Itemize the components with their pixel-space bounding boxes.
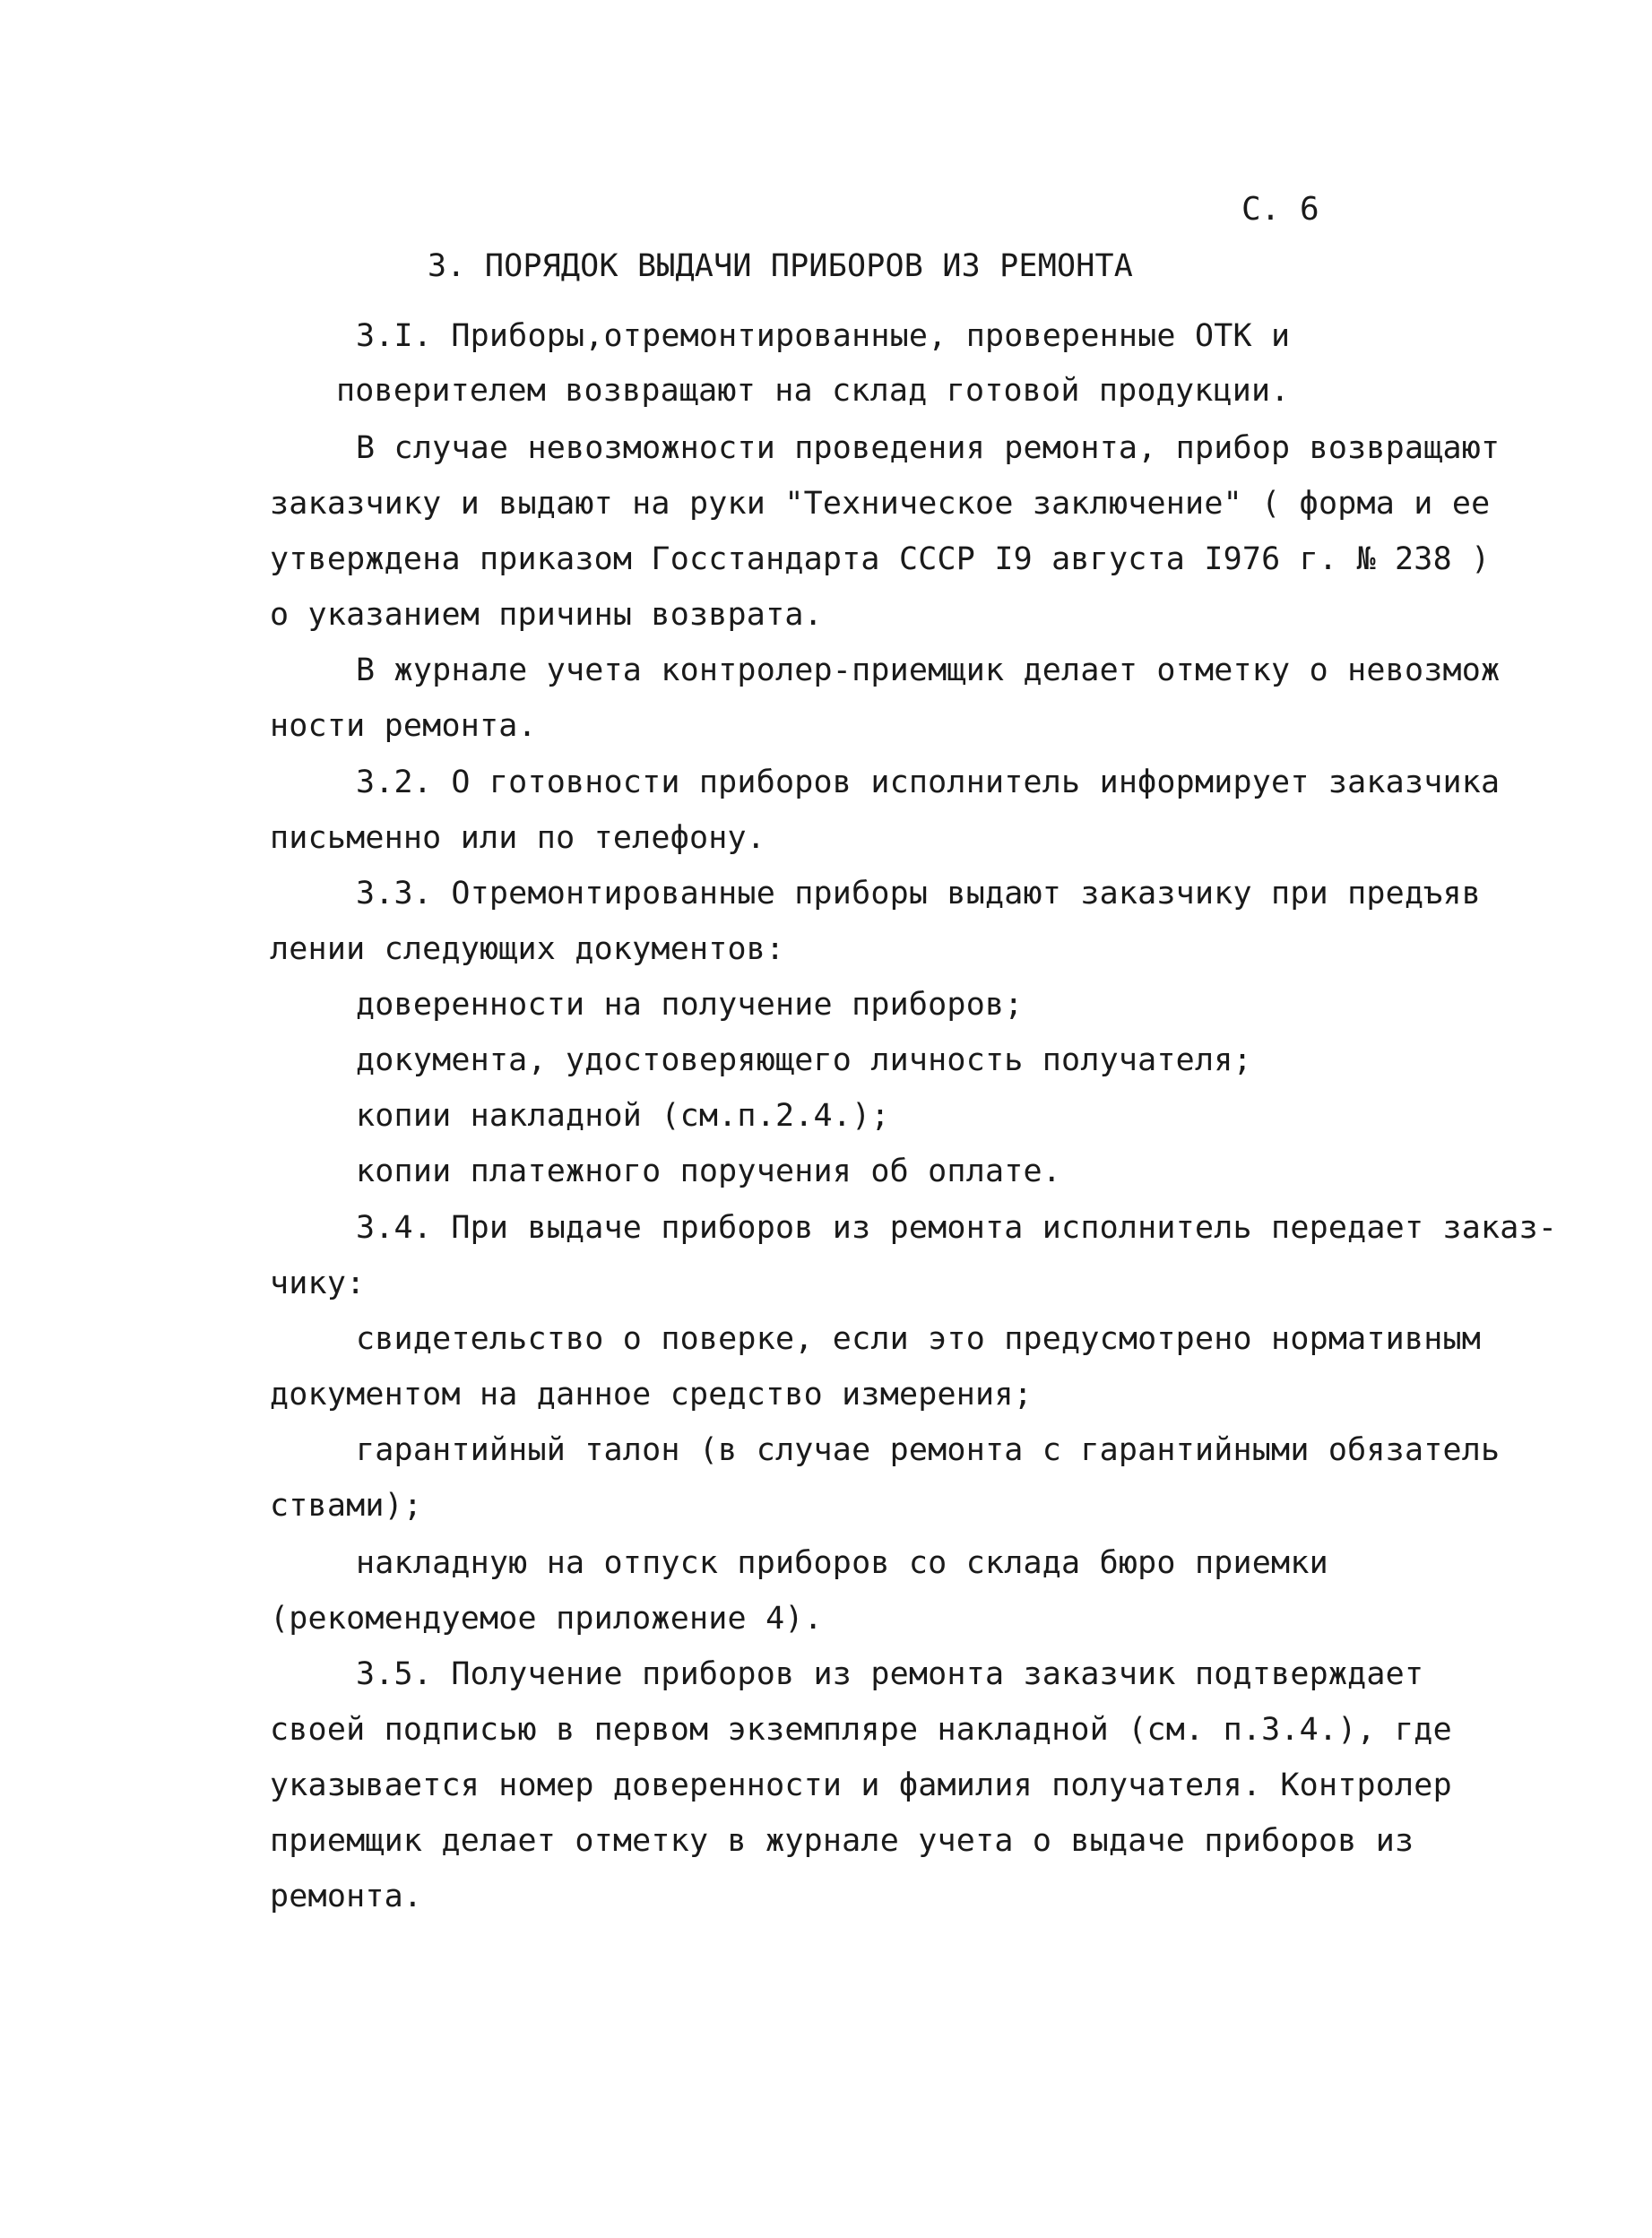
paragraph-line: приемщик делает отметку в журнале учета о выдаче приборов из [270,1823,1414,1859]
paragraph-line: свидетельство о поверке, если это предусмотрено нормативным [356,1321,1482,1357]
paragraph-line: своей подписью в первом экземпляре накладной (см. п.3.4.), где [270,1712,1452,1748]
paragraph-line: 3.2. О готовности приборов исполнитель информирует заказчика [356,765,1501,800]
paragraph-line: указывается номер доверенности и фамилия получателя. Контролер [270,1767,1452,1803]
paragraph-line: В случае невозможности проведения ремонта, прибор возвращают [356,430,1501,466]
paragraph-line: письменно или по телефону. [270,820,766,856]
page-number: С. 6 [1241,191,1319,228]
paragraph-line: доверенности на получение приборов; [356,987,1024,1023]
paragraph-line: поверителем возвращают на склад готовой продукции. [336,373,1290,409]
paragraph-line: В журнале учета контролер-приемщик делает отметку о невозмож [356,652,1501,688]
paragraph-line: чику: [270,1266,366,1301]
paragraph-line: 3.I. Приборы,отремонтированные, проверенные ОТК и [356,318,1291,354]
paragraph-line: ности ремонта. [270,708,537,744]
paragraph-line: 3.4. При выдаче приборов из ремонта исполнитель передает заказ- [356,1210,1558,1246]
paragraph-line: 3.3. Отремонтированные приборы выдают заказчику при предъяв [356,876,1482,912]
paragraph-line: лении следующих документов: [270,931,785,967]
paragraph-line: гарантийный талон (в случае ремонта с гарантийными обязатель [356,1432,1501,1468]
paragraph-line: накладную на отпуск приборов со склада бюро приемки [356,1545,1328,1581]
section-title: 3. ПОРЯДОК ВЫДАЧИ ПРИБОРОВ ИЗ РЕМОНТА [428,248,1134,284]
paragraph-line: заказчику и выдают на руки "Техническое заключение" ( форма и ее [270,486,1491,522]
paragraph-line: о указанием причины возврата. [270,597,823,633]
paragraph-line: документа, удостоверяющего личность получателя; [356,1042,1252,1078]
paragraph-line: ремонта. [270,1879,423,1914]
paragraph-line: документом на данное средство измерения; [270,1377,1033,1413]
paragraph-line: (рекомендуемое приложение 4). [270,1601,823,1637]
paragraph-line: копии накладной (см.п.2.4.); [356,1098,890,1134]
paragraph-line: 3.5. Получение приборов из ремонта заказчик подтверждает [356,1656,1424,1692]
paragraph-line: копии платежного поручения об оплате. [356,1154,1062,1189]
paragraph-line: ствами); [270,1488,423,1524]
paragraph-line: утверждена приказом Госстандарта СССР I9 августа I976 г. № 238 ) [270,541,1491,577]
